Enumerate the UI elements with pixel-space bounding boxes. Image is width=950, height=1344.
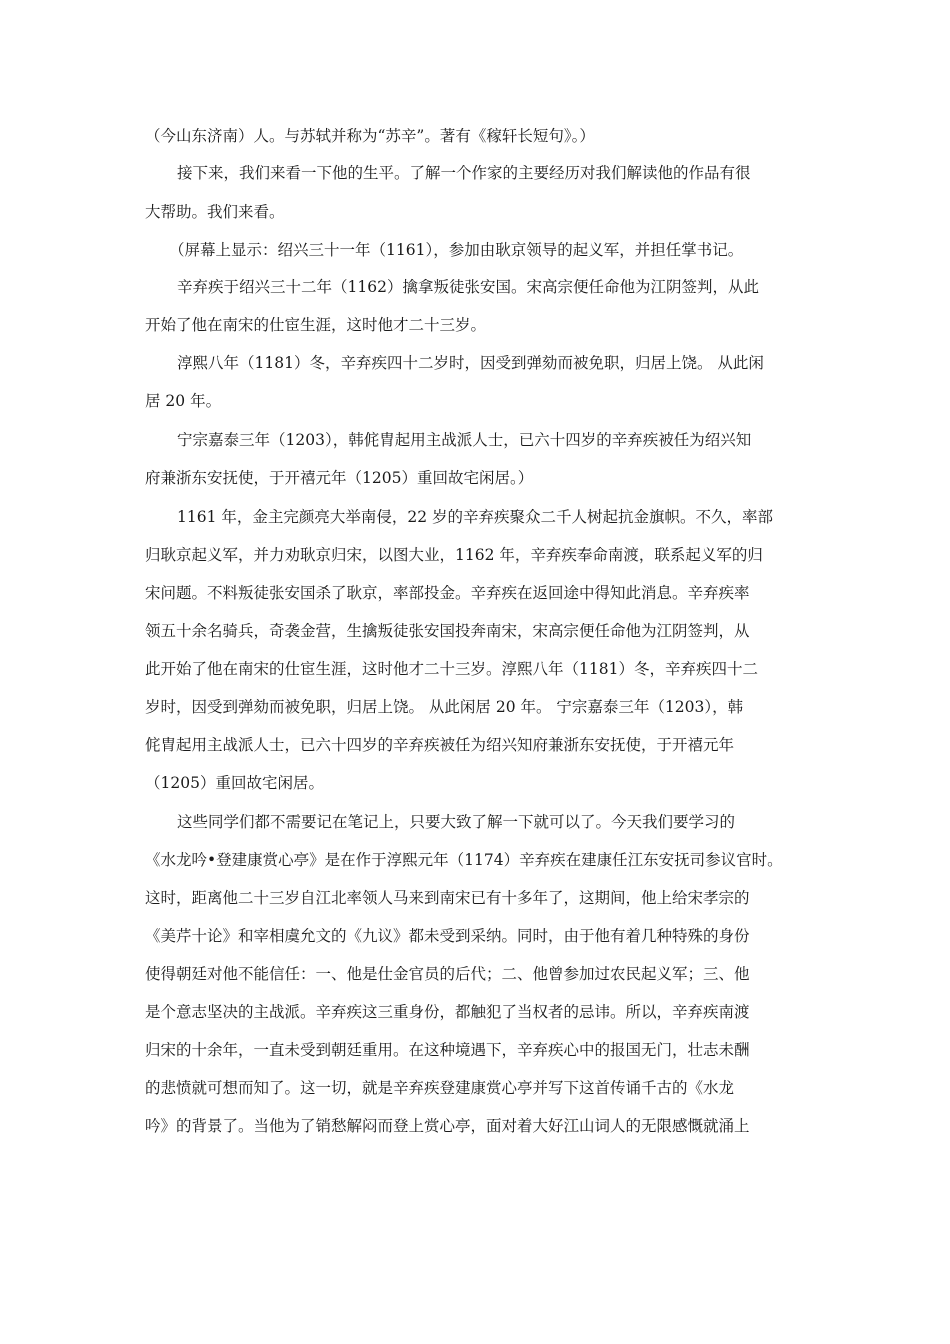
text-line: 这些同学们都不需要记在笔记上，只要大致了解一下就可以了。今天我们要学习的 [177, 813, 736, 831]
text-line: 归宋的十余年，一直未受到朝廷重用。在这种境遇下，辛弃疾心中的报国无门，壮志未酬 [145, 1041, 750, 1059]
text-line: 1161 年，金主完颜亮大举南侵，22 岁的辛弃疾聚众二千人树起抗金旗帜。不久，率部 [177, 508, 774, 526]
text-line: 《水龙吟•登建康赏心亭》是在作于淳熙元年（1174）辛弃疾在建康任江东安抚司参议官时。 [145, 851, 783, 869]
text-line: （今山东济南）人。与苏轼并称为“苏辛”。著有《稼轩长短句》。） [145, 127, 595, 145]
text-line: 归耿京起义军，并力劝耿京归宋，以图大业，1162 年，辛弃疾奉命南渡，联系起义军的归 [145, 546, 763, 564]
text-line: 淳熙八年（1181）冬，辛弃疾四十二岁时，因受到弹劾而被免职，归居上饶。 从此闲 [177, 354, 764, 372]
text-line: 领五十余名骑兵，奇袭金营，生擒叛徒张安国投奔南宋，宋高宗便任命他为江阴签判，从 [145, 622, 750, 640]
text-line: 这时，距离他二十三岁自江北率领人马来到南宋已有十多年了，这期间，他上给宋孝宗的 [145, 889, 750, 907]
text-line: 侂胄起用主战派人士，已六十四岁的辛弃疾被任为绍兴知府兼浙东安抚使，于开禧元年 [145, 736, 735, 754]
text-line: 岁时，因受到弹劾而被免职，归居上饶。 从此闲居 20 年。 宁宗嘉泰三年（1203），韩 [145, 698, 744, 716]
text-line: 使得朝廷对他不能信任：一、他是仕金官员的后代；二、他曾参加过农民起义军；三、他 [145, 965, 750, 983]
text-line: 府兼浙东安抚使，于开禧元年（1205）重回故宅闲居。） [145, 469, 534, 487]
text-line: 是个意志坚决的主战派。辛弃疾这三重身份，都触犯了当权者的忌讳。所以，辛弃疾南渡 [145, 1003, 750, 1021]
text-line: 吟》的背景了。当他为了销愁解闷而登上赏心亭，面对着大好江山词人的无限感慨就涌上 [145, 1117, 750, 1135]
text-line: 此开始了他在南宋的仕宦生涯，这时他才二十三岁。淳熙八年（1181）冬，辛弃疾四十二 [145, 660, 758, 678]
text-line: 辛弃疾于绍兴三十二年（1162）擒拿叛徒张安国。宋高宗便任命他为江阴签判，从此 [177, 278, 759, 296]
text-line: 《美芹十论》和宰相虞允文的《九议》都未受到采纳。同时，由于他有着几种特殊的身份 [145, 927, 750, 945]
text-line: 居 20 年。 [145, 392, 222, 410]
text-line: 大帮助。我们来看。 [145, 203, 285, 221]
text-line: 宋问题。不料叛徒张安国杀了耿京，率部投金。辛弃疾在返回途中得知此消息。辛弃疾率 [145, 584, 750, 602]
text-line: 的悲愤就可想而知了。这一切，就是辛弃疾登建康赏心亭并写下这首传诵千古的《水龙 [145, 1079, 735, 1097]
text-line: （屏幕上显示：绍兴三十一年（1161），参加由耿京领导的起义军，并担任掌书记。 [169, 241, 744, 259]
text-line: （1205）重回故宅闲居。 [145, 774, 324, 792]
text-line: 宁宗嘉泰三年（1203），韩侂胄起用主战派人士，已六十四岁的辛弃疾被任为绍兴知 [177, 431, 752, 449]
text-line: 接下来，我们来看一下他的生平。了解一个作家的主要经历对我们解读他的作品有很 [177, 164, 751, 182]
text-line: 开始了他在南宋的仕宦生涯，这时他才二十三岁。 [145, 316, 487, 334]
